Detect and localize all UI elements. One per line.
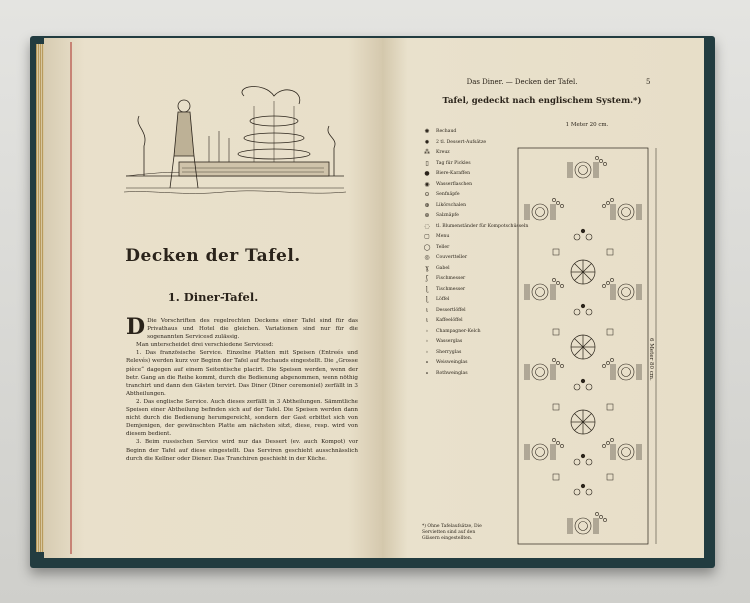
legend-symbol-icon: ▢ [424,233,430,240]
legend-item [422,359,512,370]
menu-card [607,249,613,255]
legend-symbol-icon: ◯ [423,243,431,251]
legend-label: Likörschalen [436,202,467,208]
legend-label: Kreuz [436,150,450,155]
dish [586,309,592,315]
legend-symbol-icon: ⊛ [424,201,430,209]
glass [556,281,559,284]
glass [602,444,605,447]
dish [586,384,592,390]
glass [606,441,609,444]
glass [560,284,563,287]
legend-symbol-icon: ✺ [424,128,430,135]
legend-item [422,191,512,202]
inner-plate [536,208,545,217]
table-dish [574,454,592,465]
glass [606,361,609,364]
legend-item [422,244,512,255]
inner-plate [622,208,631,217]
glass [603,162,606,165]
paragraph: Man unterscheidet drei verschiedene Servicesd: [136,342,274,349]
legend-label: Menu [436,234,450,239]
legend-symbol-icon: ◦ [425,348,429,356]
legend-label: Fischmesser [436,276,466,281]
legend-label: Salznäpfe [436,213,459,218]
ornament-spoke [575,347,583,355]
legend-item [422,317,512,328]
legend-symbol-icon: ◦ [425,338,429,345]
legend-item [422,181,512,192]
place-setting [602,438,641,460]
legend-symbol-icon: ɩ [425,306,429,314]
glass [560,364,563,367]
ornament-spoke [575,339,583,347]
inner-plate [536,288,545,297]
legend-symbol-icon: ◎ [424,254,430,261]
legend-symbol-icon: ɭ [425,285,429,293]
legend-label: Sherryglas [436,349,462,355]
place-setting [525,358,564,380]
left-page [44,38,382,558]
legend-symbol-icon: ɩ [425,317,429,324]
inner-plate [622,288,631,297]
glass [606,281,609,284]
legend-label: Couvertteller [436,255,468,260]
place-setting [525,278,564,300]
ornament-spoke [575,414,583,422]
legend-symbol-icon: ⊙ [424,191,430,198]
glass [599,159,602,162]
glass [552,198,555,201]
dish [574,459,580,465]
glass [610,278,613,281]
table-dish [574,379,592,390]
carafe [581,379,585,383]
glass [560,444,563,447]
legend-symbol-icon: ◉ [424,180,430,188]
legend-label: Tag für Pickles [436,160,471,166]
legend-label: Wasserflaschen [436,181,473,187]
legend-item [422,170,512,181]
legend-item [422,338,512,349]
legend-label: Gabel [436,265,450,271]
legend-symbol-icon: ∘ [425,369,429,377]
legend-item [422,328,512,339]
ornament-spoke [583,347,591,355]
legend-symbol-icon: ◌ [424,222,430,230]
plate [575,518,591,534]
table-dish [574,484,592,495]
legend-label: Senfnäpfe [436,192,460,197]
menu-card [553,249,559,255]
legend-label: Rothweinglas [436,370,468,376]
menu-card [553,329,559,335]
carafe [581,229,585,233]
ornament-spoke [583,422,591,430]
legend-item [422,202,512,213]
table-width-dimension: 1 Meter 20 cm. [565,122,609,128]
plate [575,162,591,178]
legend-label: Teller [436,244,450,250]
glass [595,512,598,515]
plate [618,204,634,220]
paragraph: 1. Das französische Service. Einzelne Platten mit Speisen (Entreés und Relevés) werden kurz vor Beginn der Tafel auf Rechauds eingestellt. Die „Grosse pièce“ dagegen auf einem Seitentische placirt. Die Speisen werden, wenn der betr. Gang an die Reihe kommt, durch die Bedienung abgenommen, wenn nöthig tranchirt und dann den Gästen tervirt. Das Diner (Diner ceremoniel) zerfällt in 3 Abtheilungen. [126,350,358,397]
dish [574,384,580,390]
glass [552,438,555,441]
legend-item [422,275,512,286]
glass [602,284,605,287]
inner-plate [622,448,631,457]
legend-label: Dessertlöffel [436,307,466,313]
legend-symbol-icon: ◦ [425,327,429,335]
legend-symbol-icon: ∘ [425,359,429,366]
legend-label: Tischmesser [436,286,466,292]
legend-item [422,286,512,297]
place-setting [525,438,564,460]
place-setting [525,198,564,220]
legend-item [422,265,512,276]
inner-plate [579,166,588,175]
legend-symbol-icon: ⁂ [424,149,430,156]
legend-label: Wasserglas [436,339,463,344]
glass [610,198,613,201]
menu-card [607,404,613,410]
legend-item [422,254,512,265]
body-text [126,314,358,463]
glass [560,204,563,207]
legend-symbol-icon: ʃ [426,275,428,282]
plate [532,204,548,220]
place-setting [568,512,607,534]
place-setting [568,156,607,178]
plate [532,444,548,460]
legend-label: Löffel [436,297,450,302]
legend-symbol-icon: ɣ [425,264,429,272]
center-ornament [571,335,595,359]
legend-label: tl. Blumenständer für Kompotschüsseln [436,223,529,229]
table-dish [574,304,592,315]
glass [552,358,555,361]
glass [603,518,606,521]
paragraph: 2. Das englische Service. Auch dieses zerfällt in 3 Abtheilungen. Sämmtliche Speisen einer Abtheilung befinden sich auf der Tafel. Die Speisen werden dann nicht durch die Bedienung herumgereicht, sondern der Gast erbittet sich von Demjenigen, der gewünschten Platte am nächsten sitzt, diese, resp. wird von diesem bedient. [126,398,358,438]
legend-item [422,233,512,244]
dish [586,459,592,465]
glass [610,438,613,441]
legend-label: Rechaud [436,129,457,134]
ornament-spoke [575,422,583,430]
menu-card [553,404,559,410]
legend-item [422,212,512,223]
legend-label: Weisweinglas [436,360,468,365]
legend-symbol-icon: ⊚ [424,212,430,219]
ornament-spoke [583,272,591,280]
page-number: 5 [646,78,651,86]
menu-card [607,474,613,480]
legend-symbol-icon: ɭ [425,296,429,303]
glass [606,201,609,204]
running-header: Das Diner. — Decken der Tafel. [466,78,578,86]
paragraph: D Die Vorschriften des regelrechten Deckens einer Tafel sind für das Privathaus und Hotel die gleichen. Variationen sind nur für die sogenannten Servicesd zulässig. [126,314,358,341]
legend-item [422,349,512,360]
menu-card [607,329,613,335]
glass [556,201,559,204]
inner-plate [622,368,631,377]
glass [602,204,605,207]
legend-label: Kaffeelöffel [436,318,463,323]
carafe [581,454,585,458]
legend-item [422,296,512,307]
paragraph: 3. Beim russischen Service wird nur das Dessert (ev. auch Kompot) vor Beginn der Tafel auf diese eingestellt. Das Serviren geschieht ausschnässlich durch die Kellner oder Diener. Das Tranchiren geschieht in der Küche. [126,439,358,462]
plate [618,284,634,300]
page-title: Decken der Tafel. [125,246,301,266]
legend-item [422,139,512,150]
glass [610,358,613,361]
plate [618,444,634,460]
glass [599,515,602,518]
table-setting-plan [506,142,666,550]
dish [586,234,592,240]
plan-caption: Tafel, gedeckt nach englischem System.*) [442,96,642,106]
center-ornament [571,260,595,284]
ornament-spoke [575,272,583,280]
legend-item [422,160,512,171]
glass [595,156,598,159]
legend-item [422,128,512,139]
section-title: 1. Diner-Tafel. [167,290,259,304]
inner-plate [536,368,545,377]
footnote: *) Ohne Tafelaufsätze, Die Servietten sind auf den Gläsern eingestellten. [422,524,482,541]
place-setting [602,278,641,300]
table-dish [574,229,592,240]
glass [602,364,605,367]
ornament-spoke [575,264,583,272]
inner-plate [536,448,545,457]
glass [556,441,559,444]
ornament-spoke [583,414,591,422]
glass [556,361,559,364]
dish [574,309,580,315]
dish [586,489,592,495]
banquet-illustration [124,76,346,196]
table-length-dimension: 6 Meter 80 cm. [648,338,654,381]
legend-symbol-icon: ● [424,170,430,177]
place-setting [602,358,641,380]
drop-cap: D [126,314,146,340]
right-page [382,38,704,558]
dish [574,489,580,495]
carafe [581,304,585,308]
legend-item [422,370,512,381]
menu-card [553,474,559,480]
legend-label: Biere-Karaffen [436,171,471,176]
legend-label: 2 tl. Dessert-Aufsätze [436,139,487,145]
legend-item [422,307,512,318]
inner-plate [579,522,588,531]
legend-item [422,222,529,234]
place-setting [602,198,641,220]
legend-symbol-icon: ✹ [424,138,430,146]
carafe [581,484,585,488]
dish [574,234,580,240]
legend-label: Champagner-Kelch [436,328,481,334]
glass [552,278,555,281]
plate [532,364,548,380]
legend-symbol-icon: ▯ [425,159,429,167]
plate [532,284,548,300]
symbol-legend [422,128,529,380]
legend-item [422,149,512,160]
plate [618,364,634,380]
center-ornament [571,410,595,434]
ornament-spoke [583,264,591,272]
ornament-spoke [583,339,591,347]
